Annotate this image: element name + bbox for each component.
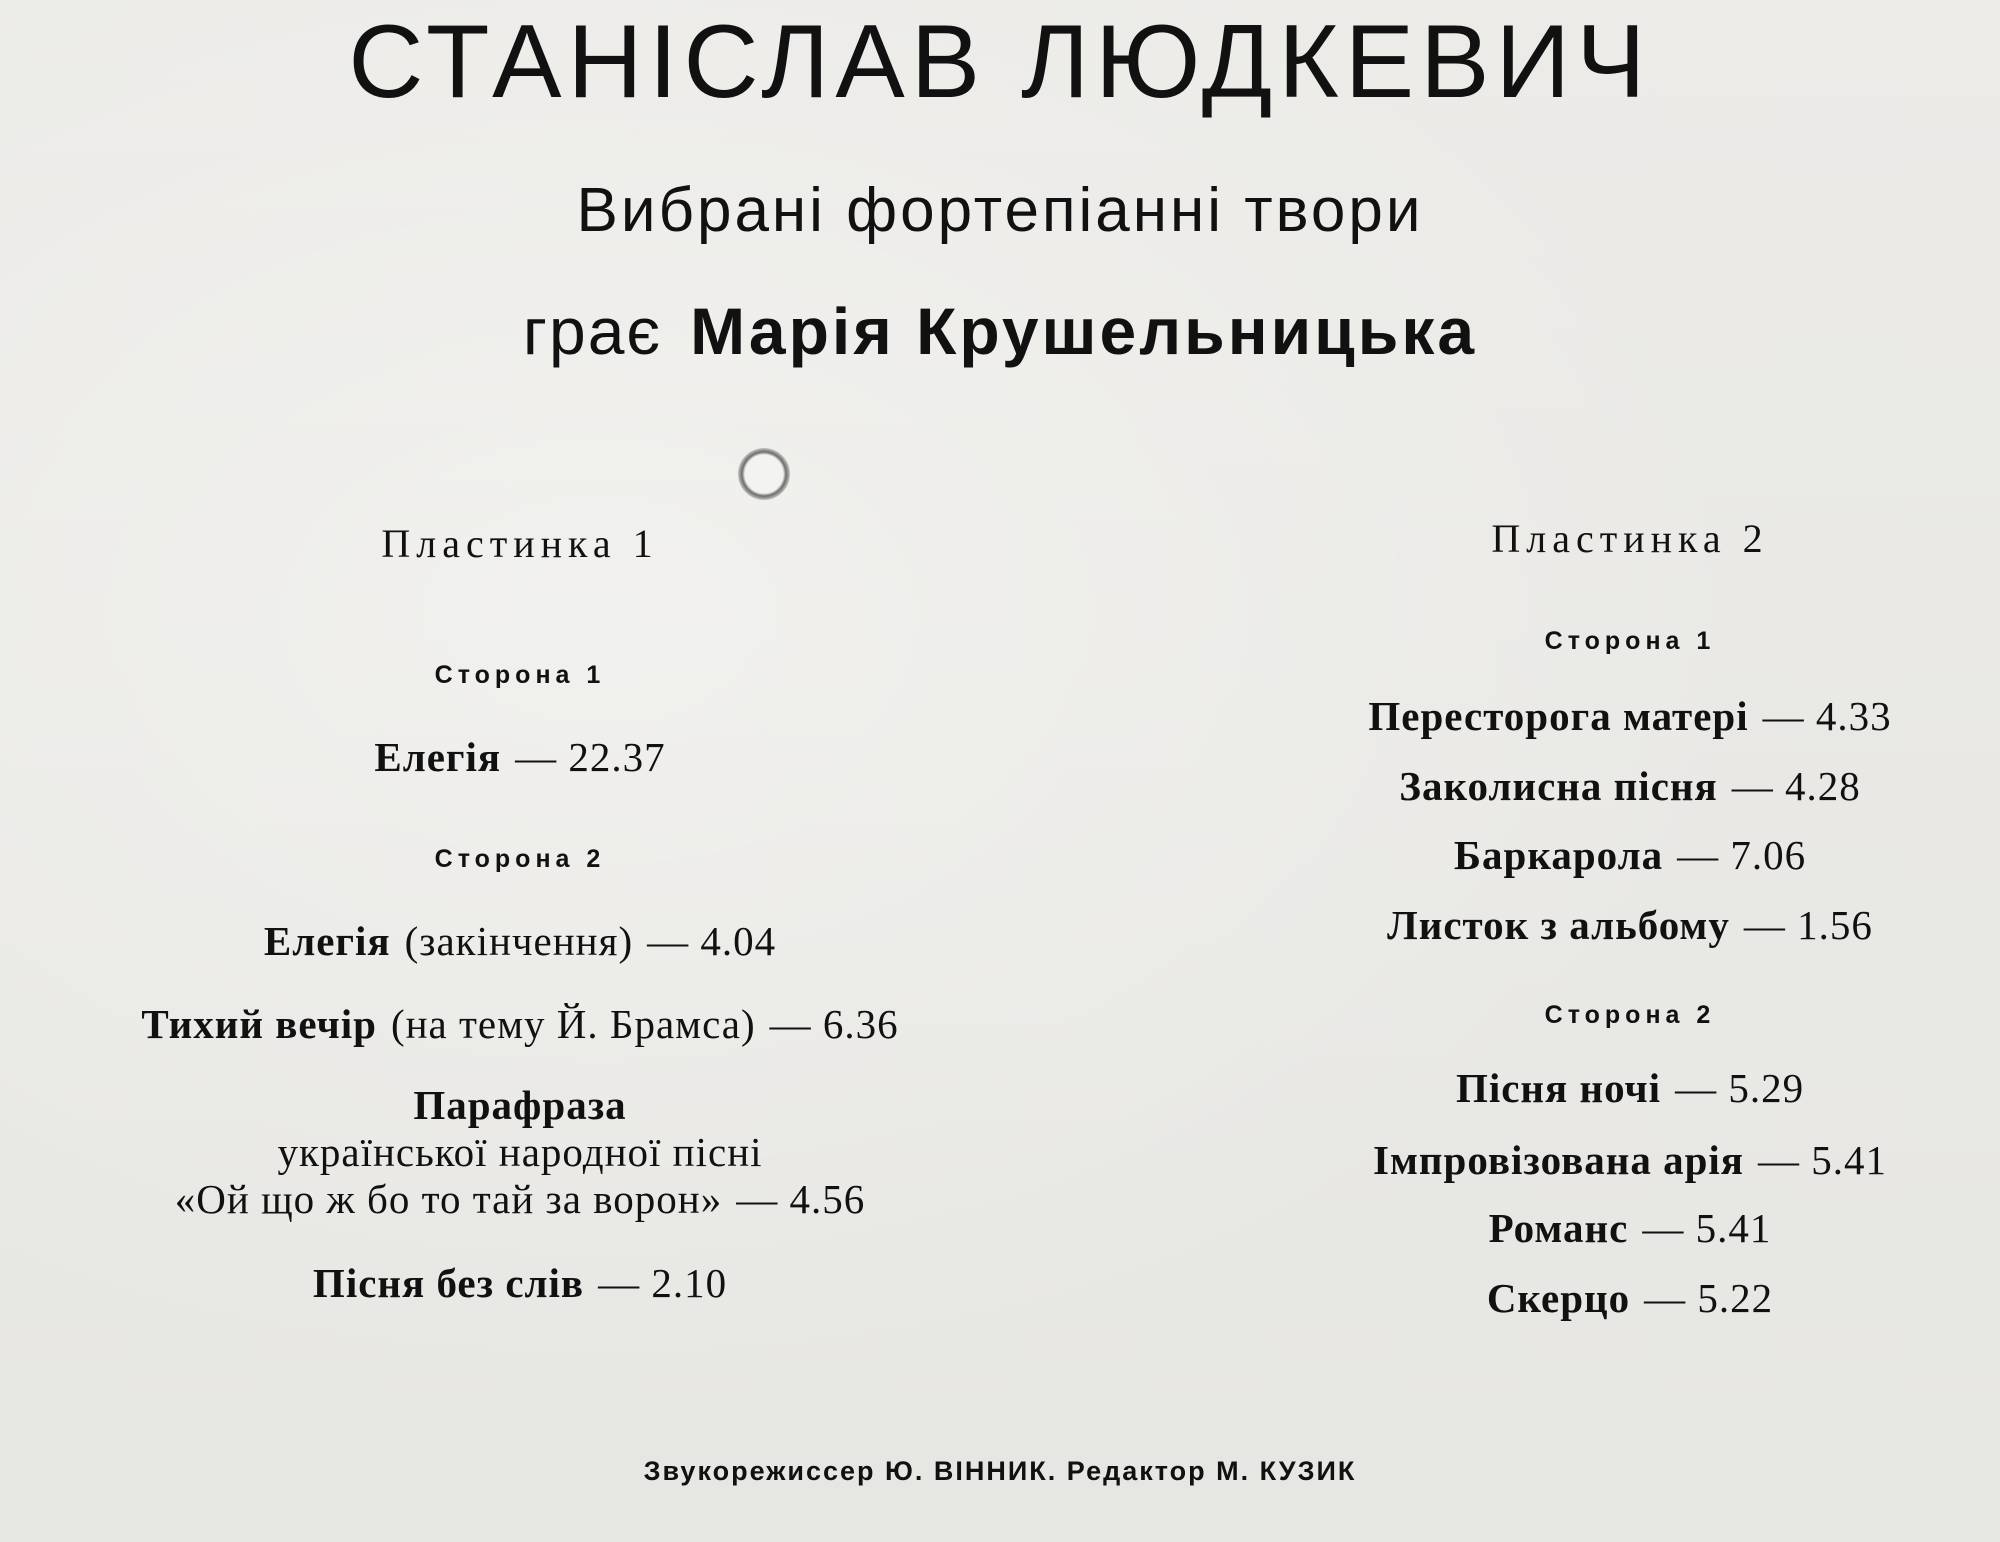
track-duration: — 7.06: [1677, 832, 1807, 878]
performer-prefix: грає: [522, 294, 663, 368]
track-duration: — 5.29: [1675, 1065, 1805, 1111]
track-subtitle: (закінчення): [404, 918, 634, 964]
track-title: Баркарола: [1453, 832, 1664, 878]
composer-name: СТАНІСЛАВ ЛЮДКЕВИЧ: [348, 4, 1652, 120]
track-title: Пісня ночі: [1455, 1065, 1662, 1111]
record-2-side-2-label: Сторона 2: [1544, 1001, 1716, 1029]
track-title: Елегія: [374, 734, 502, 780]
track-title: Парафраза: [413, 1082, 627, 1128]
track-r2s2-4: [1290, 1275, 1970, 1321]
track-title: Пересторога матері: [1368, 693, 1749, 739]
track-r1s1-1: [0, 734, 1040, 780]
track-duration: — 1.56: [1743, 902, 1873, 948]
track-r2s1-1: [1290, 693, 1970, 739]
track-title-line-3: [0, 1176, 1040, 1223]
record-2-label: Пластинка 2: [1491, 516, 1769, 561]
track-duration: — 5.41: [1642, 1205, 1772, 1251]
track-r2s1-3: [1290, 832, 1970, 878]
credits-line: Звукорежиссер Ю. ВІННИК. Редактор М. КУЗИК: [643, 1456, 1357, 1486]
track-title-line-2: української народної пісні: [277, 1129, 763, 1175]
track-r1s2-2: [0, 1001, 1040, 1047]
track-r2s1-4: [1290, 902, 1970, 948]
record-1-side-2-label: Сторона 2: [434, 845, 606, 873]
album-subtitle: Вибрані фортепіанні твори: [576, 176, 1424, 245]
track-title: Скерцо: [1486, 1275, 1631, 1321]
track-duration: — 5.41: [1757, 1137, 1887, 1183]
track-r1s2-1: [0, 918, 1040, 964]
track-duration: — 4.56: [736, 1176, 866, 1222]
track-r2s1-2: [1290, 763, 1970, 809]
track-duration: — 5.22: [1644, 1275, 1774, 1321]
record-2-side-1-label: Сторона 1: [1544, 627, 1716, 655]
punch-hole: [738, 448, 790, 500]
track-duration: — 4.28: [1731, 763, 1861, 809]
track-title: Романс: [1488, 1205, 1629, 1251]
track-title: Пісня без слів: [312, 1260, 585, 1306]
track-title: Тихий вечір: [141, 1001, 377, 1047]
track-title: Заколисна пісня: [1399, 763, 1718, 809]
track-r2s2-2: [1290, 1137, 1970, 1183]
track-r2s2-1: [1290, 1065, 1970, 1111]
track-r1s2-3: [0, 1082, 1040, 1223]
record-1-side-1-label: Сторона 1: [434, 661, 606, 689]
track-r2s2-3: [1290, 1205, 1970, 1251]
performer-name: Марія Крушельницька: [690, 294, 1478, 368]
record-1-label: Пластинка 1: [381, 521, 659, 566]
performer-line: [0, 294, 2000, 368]
track-subtitle: (на тему Й. Брамса): [390, 1001, 756, 1047]
track-duration: — 2.10: [598, 1260, 728, 1306]
track-duration: — 6.36: [769, 1001, 899, 1047]
track-title: Елегія: [263, 918, 391, 964]
track-title-quote: «Ой що ж бо то тай за ворон»: [174, 1176, 723, 1222]
track-duration: — 4.33: [1762, 693, 1892, 739]
track-duration: — 22.37: [515, 734, 666, 780]
track-duration: — 4.04: [647, 918, 777, 964]
track-title: Листок з альбому: [1387, 902, 1730, 948]
track-title: Імпровізована арія: [1373, 1137, 1744, 1183]
track-r1s2-4: [0, 1260, 1040, 1306]
